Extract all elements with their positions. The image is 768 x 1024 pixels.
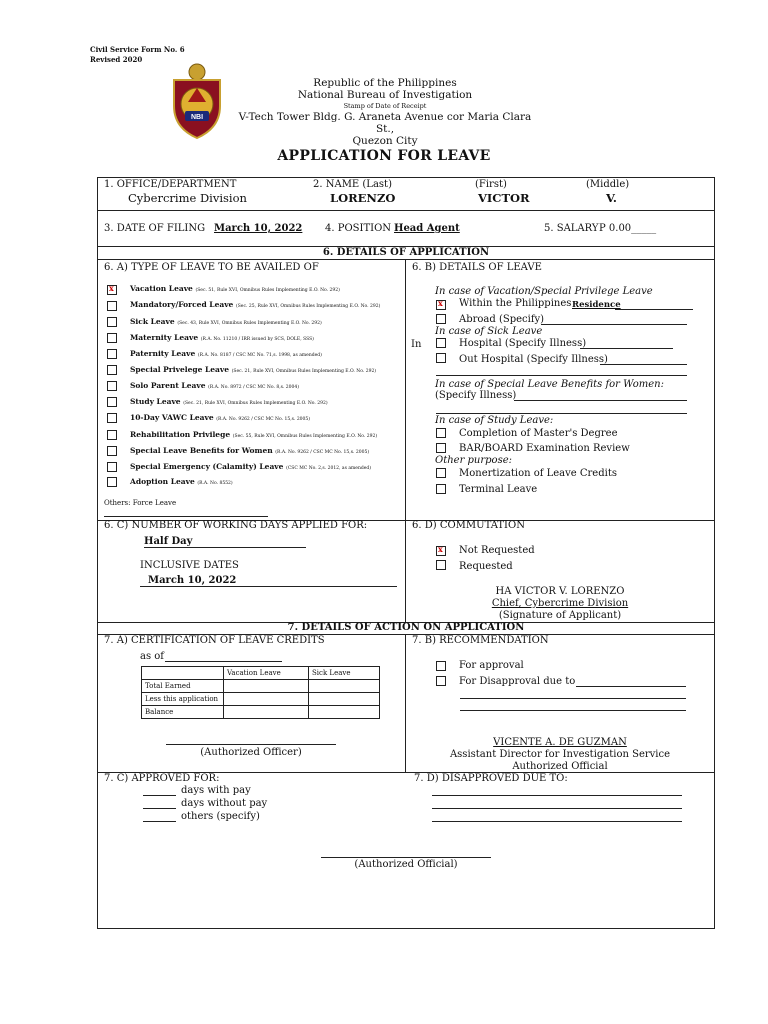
filing-label: 3. DATE OF FILING bbox=[104, 223, 206, 234]
leave-type-item: Sick Leave (Sec. 43, Rule XVI, Omnibus Rules Implementing E.O. No. 292) bbox=[130, 317, 322, 326]
filing-value[interactable]: March 10, 2022 bbox=[214, 223, 303, 234]
column-divider bbox=[405, 259, 406, 622]
within-ph-line bbox=[615, 309, 693, 310]
authorized-officer-label: (Authorized Officer) bbox=[200, 747, 302, 758]
salary-label: 5. SALARY bbox=[544, 223, 599, 234]
last-name-value[interactable]: LORENZO bbox=[330, 191, 396, 205]
specify-illness-label: (Specify Illness) bbox=[435, 390, 517, 401]
row-less-application: Less this application bbox=[142, 693, 224, 706]
form-number: Civil Service Form No. 6 bbox=[90, 45, 185, 54]
cell-input[interactable] bbox=[309, 706, 380, 719]
masters-checkbox[interactable] bbox=[436, 428, 446, 438]
divider bbox=[98, 259, 714, 260]
not-requested-label: Not Requested bbox=[459, 545, 535, 556]
disapproved-line bbox=[432, 795, 682, 796]
leave-type-checkbox[interactable] bbox=[107, 365, 117, 375]
out-hospital-label: Out Hospital (Specify Illness) bbox=[459, 354, 608, 365]
not-requested-checkbox[interactable] bbox=[436, 546, 446, 556]
leave-type-item: Special Privelege Leave (Sec. 21, Rule XVI, Omnibus Rules Implementing E.O. No. 292) bbox=[130, 365, 377, 374]
hospital-checkbox[interactable] bbox=[436, 338, 446, 348]
header-republic: Republic of the Philippines bbox=[313, 77, 457, 89]
out-hospital-line bbox=[600, 364, 687, 365]
first-label: (First) bbox=[475, 179, 507, 190]
inclusive-line bbox=[140, 586, 397, 587]
bar-checkbox[interactable] bbox=[436, 443, 446, 453]
leave-credits-table bbox=[141, 666, 380, 719]
within-ph-label: Within the Philippines bbox=[459, 298, 572, 309]
leave-type-label: 6. A) TYPE OF LEAVE TO BE AVAILED OF bbox=[104, 262, 319, 273]
position-label: 4. POSITION bbox=[325, 223, 392, 234]
recommendation-label: 7. B) RECOMMENDATION bbox=[412, 635, 549, 646]
women-heading: In case of Special Leave Benefits for Women: bbox=[435, 379, 664, 390]
header-address1: V-Tech Tower Bldg. G. Araneta Avenue cor Maria Clara St., bbox=[238, 111, 532, 135]
divider bbox=[98, 210, 714, 211]
others-specify-line bbox=[143, 821, 176, 822]
disapproved-line bbox=[432, 808, 682, 809]
leave-type-checkbox[interactable] bbox=[107, 317, 117, 327]
row-total-earned: Total Earned bbox=[142, 680, 224, 693]
days-with-pay-label: days with pay bbox=[181, 785, 251, 796]
days-without-pay-label: days without pay bbox=[181, 798, 268, 809]
study-heading: In case of Study Leave: bbox=[435, 415, 554, 426]
leave-type-item: Paternity Leave (R.A. No. 8187 / CSC MC No. 71,s. 1998, as amended) bbox=[130, 349, 322, 358]
leave-type-checkbox[interactable] bbox=[107, 349, 117, 359]
svg-text:NBI: NBI bbox=[190, 114, 204, 121]
section-7-title: 7. DETAILS OF ACTION ON APPLICATION bbox=[287, 622, 525, 633]
terminal-checkbox[interactable] bbox=[436, 484, 446, 494]
out-hospital-checkbox[interactable] bbox=[436, 353, 446, 363]
cell-input[interactable] bbox=[224, 693, 309, 706]
leave-type-checkbox[interactable] bbox=[107, 477, 117, 487]
leave-form bbox=[97, 177, 715, 929]
masters-label: Completion of Master's Degree bbox=[459, 428, 618, 439]
hospital-line bbox=[580, 348, 673, 349]
for-disapproval-checkbox[interactable] bbox=[436, 676, 446, 686]
leave-type-checkbox[interactable] bbox=[107, 301, 117, 311]
leave-type-checkbox[interactable] bbox=[107, 430, 117, 440]
header-address2: Quezon City bbox=[352, 135, 418, 147]
inclusive-value[interactable]: March 10, 2022 bbox=[148, 575, 237, 586]
nbi-logo bbox=[168, 62, 226, 140]
monetization-checkbox[interactable] bbox=[436, 468, 446, 478]
leave-type-item: Vacation Leave (Sec. 51, Rule XVI, Omnibus Rules Implementing E.O. No. 292) bbox=[130, 284, 340, 293]
working-days-label: 6. C) NUMBER OF WORKING DAYS APPLIED FOR: bbox=[104, 520, 368, 531]
leave-type-checkbox[interactable] bbox=[107, 333, 117, 343]
section-6-title: 6. DETAILS OF APPLICATION bbox=[322, 247, 490, 258]
form-revised: Revised 2020 bbox=[90, 55, 143, 64]
header-stamp: Stamp of Date of Receipt bbox=[343, 102, 427, 110]
header-block bbox=[230, 77, 540, 147]
cell-input[interactable] bbox=[309, 693, 380, 706]
applicant-name: HA VICTOR V. LORENZO bbox=[495, 586, 625, 597]
specify-illness-line bbox=[514, 400, 687, 401]
authorized-officer-line bbox=[166, 744, 336, 745]
position-value[interactable]: Head Agent bbox=[394, 223, 460, 234]
vacation-heading: In case of Vacation/Special Privilege Leave bbox=[435, 286, 653, 297]
col-sick: Sick Leave bbox=[309, 667, 380, 680]
as-of-line bbox=[165, 661, 282, 662]
applicant-signature[interactable]: (Signature of Applicant) bbox=[498, 610, 622, 621]
sick-heading: In case of Sick Leave bbox=[435, 326, 543, 337]
name-label: 2. NAME (Last) bbox=[313, 179, 392, 190]
days-without-pay-line bbox=[143, 808, 176, 809]
col-vacation: Vacation Leave bbox=[224, 667, 309, 680]
disapproval-line bbox=[460, 698, 686, 699]
requested-checkbox[interactable] bbox=[436, 560, 446, 570]
requested-label: Requested bbox=[459, 561, 513, 572]
others-text[interactable]: Others: Force Leave bbox=[104, 499, 177, 507]
authorized-official-label[interactable]: (Authorized Official) bbox=[354, 859, 458, 870]
certification-label: 7. A) CERTIFICATION OF LEAVE CREDITS bbox=[104, 635, 325, 646]
office-value[interactable]: Cybercrime Division bbox=[128, 191, 247, 205]
abroad-line bbox=[541, 324, 687, 325]
first-name-value[interactable]: VICTOR bbox=[478, 191, 530, 205]
women-extra-line bbox=[436, 413, 687, 414]
hospital-label: Hospital (Specify Illness) bbox=[459, 338, 587, 349]
leave-type-checkbox[interactable] bbox=[107, 462, 117, 472]
working-days-value[interactable]: Half Day bbox=[144, 536, 193, 547]
in-label: In bbox=[411, 339, 422, 350]
leave-type-item: Special Emergency (Calamity) Leave (CSC MC No. 2,s. 2012, as amended) bbox=[130, 462, 372, 471]
leave-type-item: Rehabilitation Privilege (Sec. 55, Rule XVI, Omnibus Rules Implementing E.O. No. 292) bbox=[130, 430, 378, 439]
header-agency: National Bureau of Investigation bbox=[297, 89, 473, 101]
leave-type-item: Maternity Leave (R.A. No. 11210 / IRR issued by SCS, DOLE, SSS) bbox=[130, 333, 314, 342]
applicant-title: Chief, Cybercrime Division bbox=[491, 598, 629, 609]
page-title: APPLICATION FOR LEAVE bbox=[277, 148, 491, 164]
leave-type-checkbox[interactable] bbox=[107, 381, 117, 391]
disapproved-line bbox=[432, 821, 682, 822]
middle-label: (Middle) bbox=[586, 179, 630, 190]
leave-type-item: 10-Day VAWC Leave (R.A. No. 9262 / CSC MC No. 15,s. 2005) bbox=[130, 413, 311, 422]
leave-type-item: Study Leave (Sec. 21, Rule XVI, Omnibus Rules Implementing E.O. No. 292) bbox=[130, 397, 328, 406]
leave-type-checkbox[interactable] bbox=[107, 397, 117, 407]
details-label: 6. B) DETAILS OF LEAVE bbox=[412, 262, 542, 273]
cell-input[interactable] bbox=[224, 706, 309, 719]
commutation-label: 6. D) COMMUTATION bbox=[412, 520, 525, 531]
others-specify-label: others (specify) bbox=[181, 811, 260, 822]
salary-value[interactable]: P 0.00_____ bbox=[599, 223, 657, 234]
cell-input[interactable] bbox=[309, 680, 380, 693]
approved-for-label: 7. C) APPROVED FOR: bbox=[104, 773, 220, 784]
monetization-label: Monertization of Leave Credits bbox=[459, 468, 617, 479]
as-of-label: as of bbox=[140, 651, 164, 662]
recommender-name: VICENTE A. DE GUZMAN bbox=[493, 737, 627, 748]
leave-type-checkbox[interactable] bbox=[107, 413, 117, 423]
days-with-pay-line bbox=[143, 795, 176, 796]
sick-extra-line bbox=[436, 375, 687, 376]
within-ph-checkbox[interactable] bbox=[436, 300, 446, 310]
disapproved-due-label: 7. D) DISAPPROVED DUE TO: bbox=[414, 773, 568, 784]
office-label: 1. OFFICE/DEPARTMENT bbox=[104, 179, 237, 190]
disapproval-line bbox=[576, 686, 686, 687]
leave-type-item: Special Leave Benefits for Women (R.A. No. 9262 / CSC MC No. 15,s. 2005) bbox=[130, 446, 370, 455]
bar-label: BAR/BOARD Examination Review bbox=[459, 443, 630, 454]
recommender-title: Assistant Director for Investigation Service bbox=[449, 749, 671, 760]
abroad-label: Abroad (Specify) bbox=[459, 314, 545, 325]
row-balance: Balance bbox=[142, 706, 224, 719]
working-days-line bbox=[144, 547, 306, 548]
abroad-checkbox[interactable] bbox=[436, 314, 446, 324]
leave-type-checkbox[interactable] bbox=[107, 446, 117, 456]
terminal-label: Terminal Leave bbox=[459, 484, 538, 495]
others-line bbox=[104, 516, 268, 517]
for-approval-checkbox[interactable] bbox=[436, 661, 446, 671]
inclusive-label: INCLUSIVE DATES bbox=[140, 560, 239, 571]
authorized-official-line bbox=[321, 857, 491, 858]
for-disapproval-label: For Disapproval due to bbox=[459, 676, 576, 687]
recommender-role: Authorized Official bbox=[512, 761, 608, 772]
for-approval-label: For approval bbox=[459, 660, 524, 671]
other-purpose-heading: Other purpose: bbox=[435, 455, 512, 466]
within-ph-value[interactable]: Residence bbox=[572, 300, 621, 310]
leave-type-checkbox[interactable] bbox=[107, 285, 117, 295]
disapproval-line bbox=[460, 710, 686, 711]
cell-input[interactable] bbox=[224, 680, 309, 693]
middle-name-value[interactable]: V. bbox=[606, 191, 617, 205]
leave-type-item: Solo Parent Leave (R.A. No. 8972 / CSC MC No. 8,s. 2004) bbox=[130, 381, 300, 390]
leave-type-item: Mandatory/Forced Leave (Sec. 25, Rule XVI, Omnibus Rules Implementing E.O. No. 292) bbox=[130, 300, 381, 309]
leave-type-item: Adoption Leave (R.A. No. 8552) bbox=[130, 477, 233, 486]
